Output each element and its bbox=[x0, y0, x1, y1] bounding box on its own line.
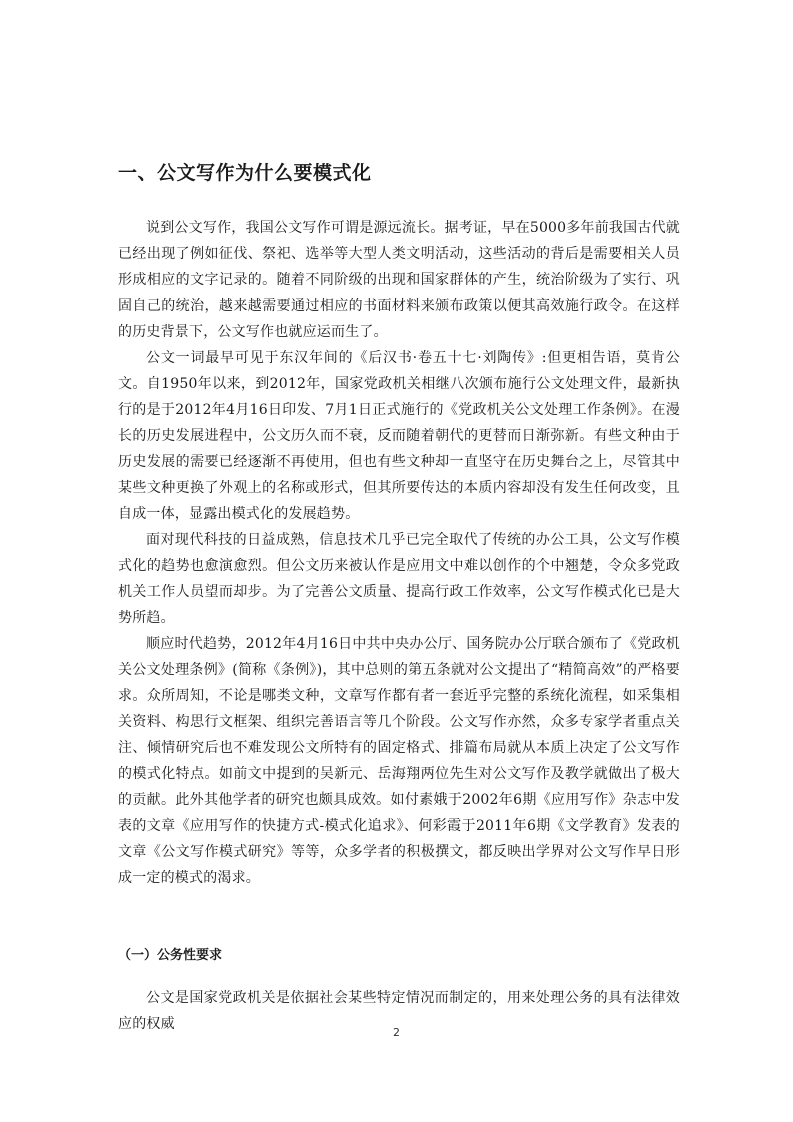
paragraph-1: 说到公文写作，我国公文写作可谓是源远流长。据考证，早在5000多年前我国古代就已经出现了例如征伐、祭祀、选举等大型人类文明活动，这些活动的背后是需要相关人员形成相应的文字记录的。随着不同阶级的出现和国家群体的产生，统治阶级为了实行、巩固自己的统治，越来越需要通过相应的书面材料来颁布政策以便其高效施行政令。在这样的历史背景下，公文写作也就应运而生了。 bbox=[118, 220, 680, 340]
paragraph-3: 面对现代科技的日益成熟，信息技术几乎已完全取代了传统的办公工具，公文写作模式化的趋势也愈演愈烈。但公文历来被认作是应用文中难以创作的个中翘楚，令众多党政机关工作人员望而却步。为了完善公文质量、提高行政工作效率，公文写作模式化已是大势所趋。 bbox=[118, 532, 680, 626]
section-title: 一、公文写作为什么要模式化 bbox=[118, 162, 372, 184]
body-text bbox=[118, 215, 680, 891]
paragraph-2: 公文一词最早可见于东汉年间的《后汉书·卷五十七·刘陶传》:但更相告语，莫肯公文。自1950年以来，到2012年，国家党政机关相继八次颁布施行公文处理文件，最新执行的是于2012年4月16日印发、7月1日正式施行的《党政机关公文处理工作条例》。在漫长的历史发展进程中，公文历久而不衰，反而随着朝代的更替而日渐弥新。有些文种由于历史发展的需要已经逐渐不再使用，但也有些文种却一直坚守在历史舞台之上，尽管其中某些文种更换了外观上的名称或形式，但其所要传达的本质内容却没有发生任何改变，且自成一体，显露出模式化的发展趋势。 bbox=[118, 350, 680, 522]
page-number: 2 bbox=[393, 1026, 400, 1039]
paragraph-5: 公文是国家党政机关是依据社会某些特定情况而制定的，用来处理公务的具有法律效应的权威 bbox=[118, 990, 680, 1032]
paragraph-4: 顺应时代趋势，2012年4月16日中共中央办公厅、国务院办公厅联合颁布了《党政机关公文处理条例》(简称《条例》)，其中总则的第五条就对公文提出了“精简高效”的严格要求。众所周知，不论是哪类文种，文章写作都有者一套近乎完整的系统化流程，如采集相关资料、构思行文框架、组织完善语言等几个阶段。公文写作亦然，众多专家学者重点关注、倾情研究后也不难发现公文所特有的固定格式、排篇布局就从本质上决定了公文写作的模式化特点。如前文中提到的吴新元、岳海翔两位先生对公文写作及教学就做出了极大的贡献。此外其他学者的研究也颇具成效。如付素娥于2002年6期《应用写作》杂志中发表的文章《应用写作的快捷方式-模式化追求》、何彩霞于2011年6期《文学教育》发表的文章《公文写作模式研究》等等，众多学者的积极撰文，都反映出学界对公文写作早日形成一定的模式的渴求。 bbox=[118, 636, 680, 886]
subsection-title: （一）公务性要求 bbox=[118, 948, 223, 963]
